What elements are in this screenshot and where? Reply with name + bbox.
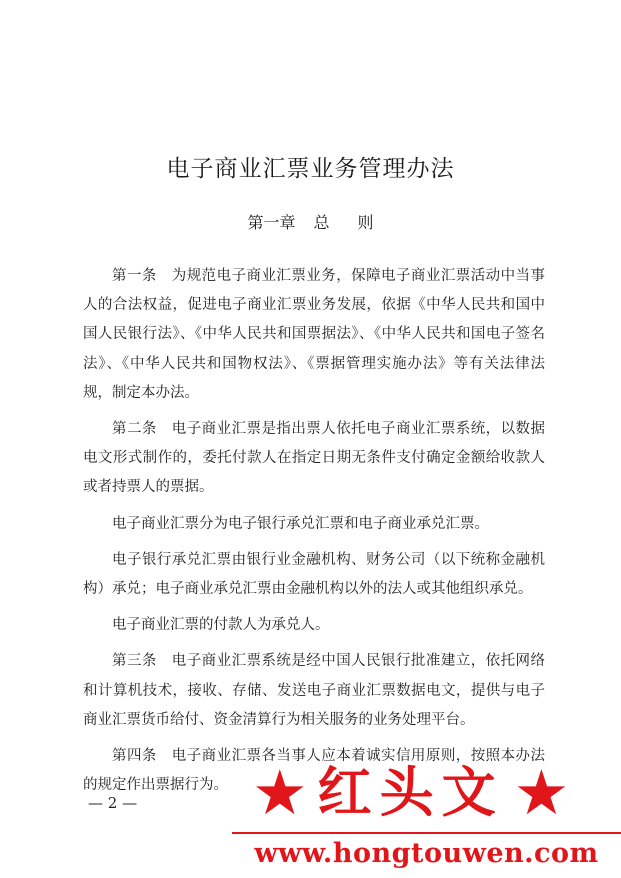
watermark (232, 758, 621, 878)
watermark-banner (252, 758, 569, 828)
article-2-paragraph: 第二条 电子商业汇票是指出票人依托电子商业汇票系统，以数据电文形式制作的，委托付款人在指定日期无条件支付确定金额给收款人或者持票人的票据。 (83, 421, 545, 496)
article-3-paragraph: 第三条 电子商业汇票系统是经中国人民银行批准建立，依托网络和计算机技术，接收、存储、发送电子商业汇票数据电文，提供与电子商业汇票货币给付、资金清算行为相关服务的业务处理平台。 (83, 653, 545, 728)
star-icon: ★ (513, 756, 570, 829)
article-4-paragraph: 第四条 电子商业汇票各当事人应本着诚实信用原则，按照本办法的规定作出票据行为。 (83, 748, 545, 794)
article-2-types-paragraph: 电子商业汇票分为电子银行承兑汇票和电子商业承兑汇票。 (112, 515, 489, 532)
star-icon: ★ (252, 756, 308, 829)
watermark-divider (232, 832, 621, 834)
article-2-payer-paragraph: 电子商业汇票的付款人为承兑人。 (112, 617, 330, 634)
chapter-name-first: 总 (313, 213, 330, 232)
document-title: 电子商业汇票业务管理办法 (166, 156, 455, 182)
article-1-paragraph: 第一条 为规范电子商业汇票业务，保障电子商业汇票活动中当事人的合法权益，促进电子商业汇票业务发展，依据《中华人民共和国中国人民银行法》、《中华人民共和国票据法》、《中华人民共和国电子签名法》、《中华人民共和国物权法》、《票据管理实施办法》等有关法律法规，制定本办法。 (83, 268, 545, 401)
chapter-number: 第一章 (247, 213, 296, 232)
document-body (83, 262, 545, 807)
chapter-name-second: 则 (357, 213, 374, 232)
watermark-text: 红头文 (317, 761, 504, 824)
article-2-acceptance-paragraph: 电子银行承兑汇票由银行业金融机构、财务公司（以下统称金融机构）承兑；电子商业承兑汇票由金融机构以外的法人或其他组织承兑。 (83, 551, 545, 598)
watermark-url: www.hongtouwen.com (254, 838, 599, 869)
chapter-heading (0, 210, 621, 233)
page-number: — 2 — (88, 794, 138, 812)
